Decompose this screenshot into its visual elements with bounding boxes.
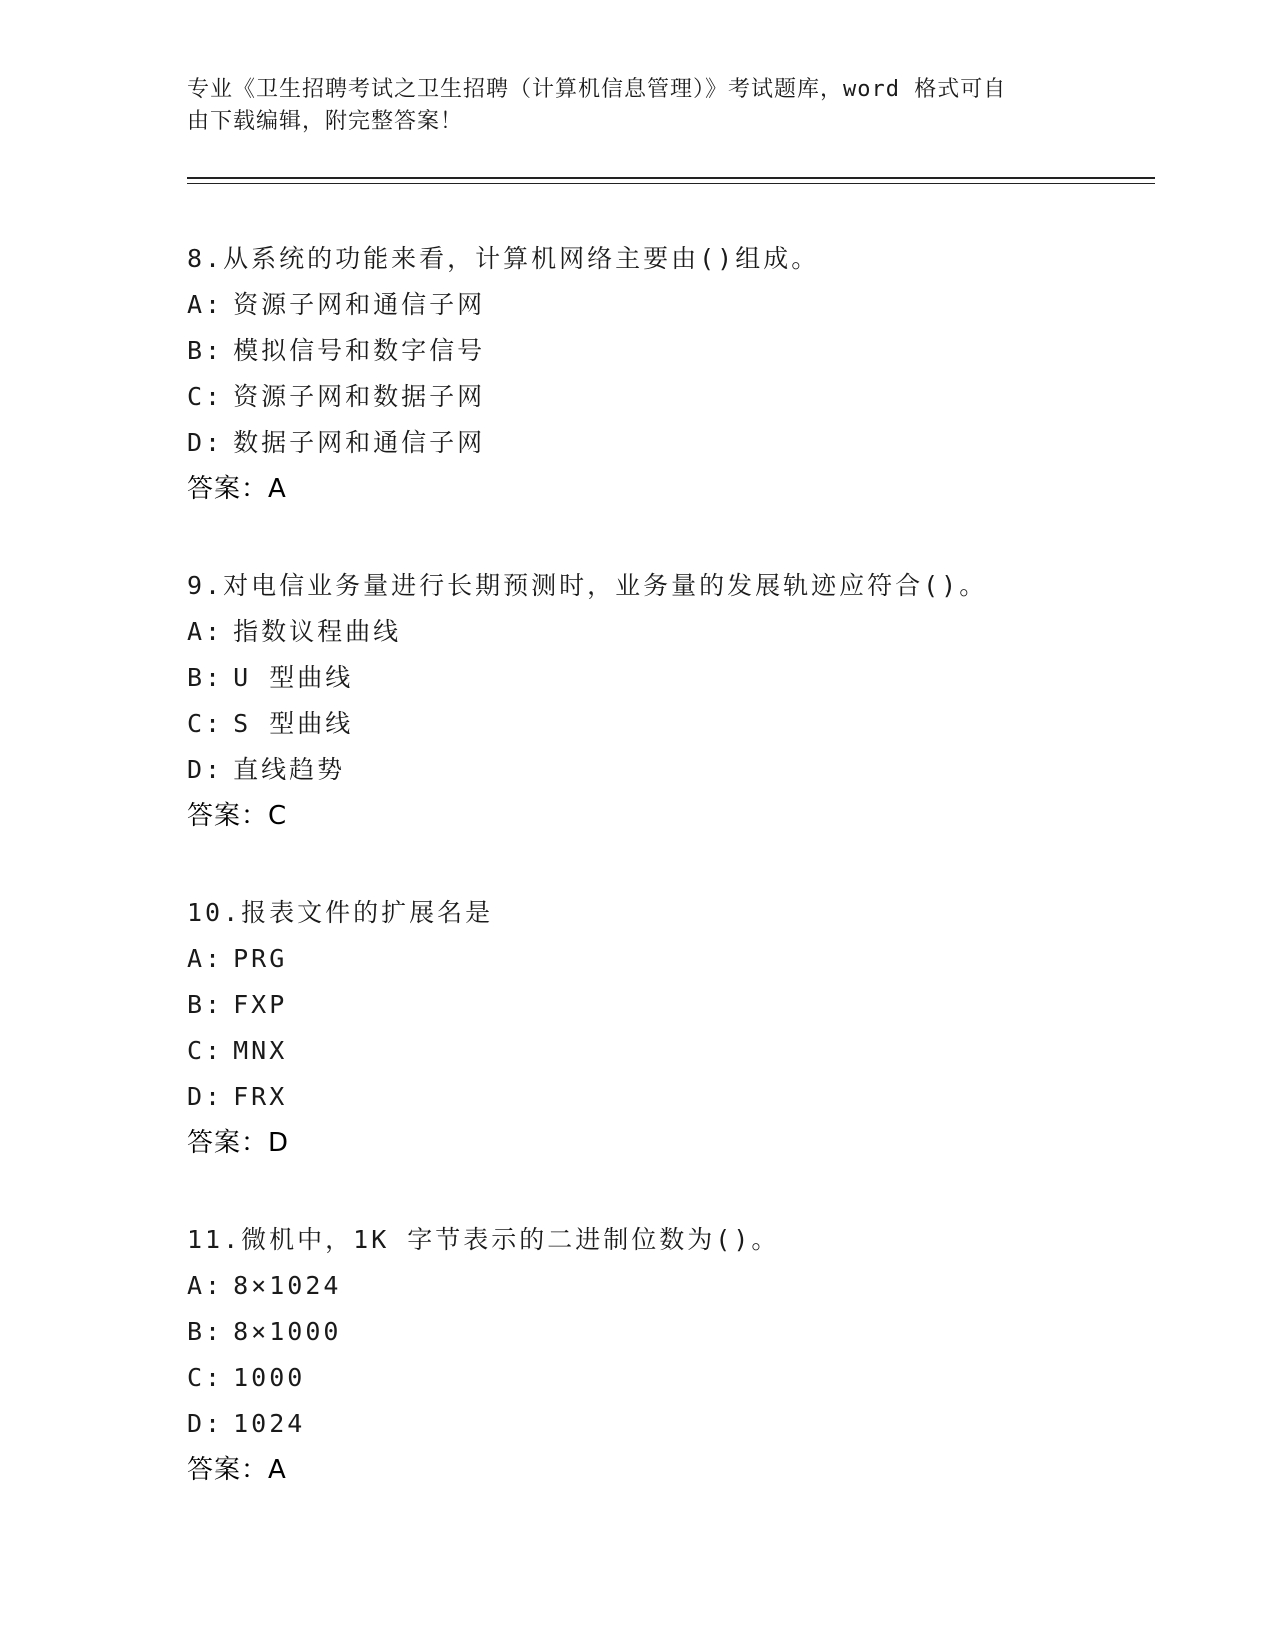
- option-text: FXP: [233, 990, 288, 1019]
- document-header: [187, 74, 1067, 138]
- option-text: 模拟信号和数字信号: [233, 336, 486, 365]
- answer-label: 答案：: [187, 474, 269, 504]
- option-text: 1000: [233, 1363, 306, 1392]
- option-text: FRX: [233, 1082, 288, 1111]
- header-divider-thin: [187, 183, 1155, 184]
- option-a: [187, 282, 1147, 328]
- option-letter: C:: [187, 1036, 224, 1065]
- option-c: [187, 701, 1147, 747]
- option-letter: D:: [187, 1409, 224, 1438]
- option-letter: A:: [187, 944, 224, 973]
- question-8: [187, 236, 1147, 512]
- question-text: 10.报表文件的扩展名是: [187, 898, 494, 927]
- option-letter: B:: [187, 336, 224, 365]
- option-text: 资源子网和通信子网: [233, 290, 486, 319]
- option-a: [187, 936, 1147, 982]
- question-9: [187, 563, 1147, 839]
- option-b: [187, 1309, 1147, 1355]
- option-text: U 型曲线: [233, 663, 354, 692]
- option-text: 数据子网和通信子网: [233, 428, 486, 457]
- option-text: 指数议程曲线: [233, 617, 402, 646]
- answer-value: D: [268, 1128, 290, 1158]
- option-a: [187, 1263, 1147, 1309]
- option-letter: B:: [187, 663, 224, 692]
- option-d: [187, 420, 1147, 466]
- option-letter: B:: [187, 990, 224, 1019]
- option-letter: C:: [187, 1363, 224, 1392]
- header-line-1: 专业《卫生招聘考试之卫生招聘（计算机信息管理）》考试题库，word 格式可自: [187, 77, 1007, 102]
- option-letter: A:: [187, 617, 224, 646]
- option-letter: B:: [187, 1317, 224, 1346]
- option-c: [187, 1028, 1147, 1074]
- option-letter: A:: [187, 290, 224, 319]
- header-line-2: 由下载编辑，附完整答案！: [187, 109, 464, 134]
- option-letter: C:: [187, 709, 224, 738]
- answer-line: [187, 793, 1147, 839]
- answer-value: A: [268, 1455, 287, 1485]
- answer-label: 答案：: [187, 1455, 269, 1485]
- option-c: [187, 1355, 1147, 1401]
- question-list: [187, 236, 1147, 1544]
- answer-value: C: [268, 801, 288, 831]
- question-text: 11.微机中，1K 字节表示的二进制位数为()。: [187, 1225, 780, 1254]
- answer-line: [187, 1447, 1147, 1493]
- option-text: MNX: [233, 1036, 288, 1065]
- answer-label: 答案：: [187, 801, 269, 831]
- answer-line: [187, 1120, 1147, 1166]
- option-d: [187, 747, 1147, 793]
- option-b: [187, 328, 1147, 374]
- option-d: [187, 1401, 1147, 1447]
- option-letter: C:: [187, 382, 224, 411]
- option-text: PRG: [233, 944, 288, 973]
- question-text: 8.从系统的功能来看，计算机网络主要由()组成。: [187, 244, 820, 273]
- option-letter: D:: [187, 428, 224, 457]
- answer-line: [187, 466, 1147, 512]
- question-10: [187, 890, 1147, 1166]
- option-c: [187, 374, 1147, 420]
- option-text: 8×1000: [233, 1317, 342, 1346]
- question-11: [187, 1217, 1147, 1493]
- option-text: 直线趋势: [233, 755, 346, 784]
- option-b: [187, 982, 1147, 1028]
- option-text: S 型曲线: [233, 709, 354, 738]
- answer-value: A: [268, 474, 287, 504]
- option-d: [187, 1074, 1147, 1120]
- answer-label: 答案：: [187, 1128, 269, 1158]
- option-letter: A:: [187, 1271, 224, 1300]
- option-a: [187, 609, 1147, 655]
- header-divider-thick: [187, 177, 1155, 179]
- option-text: 8×1024: [233, 1271, 342, 1300]
- option-text: 资源子网和数据子网: [233, 382, 486, 411]
- option-text: 1024: [233, 1409, 306, 1438]
- option-letter: D:: [187, 755, 224, 784]
- option-letter: D:: [187, 1082, 224, 1111]
- option-b: [187, 655, 1147, 701]
- question-text: 9.对电信业务量进行长期预测时，业务量的发展轨迹应符合()。: [187, 571, 988, 600]
